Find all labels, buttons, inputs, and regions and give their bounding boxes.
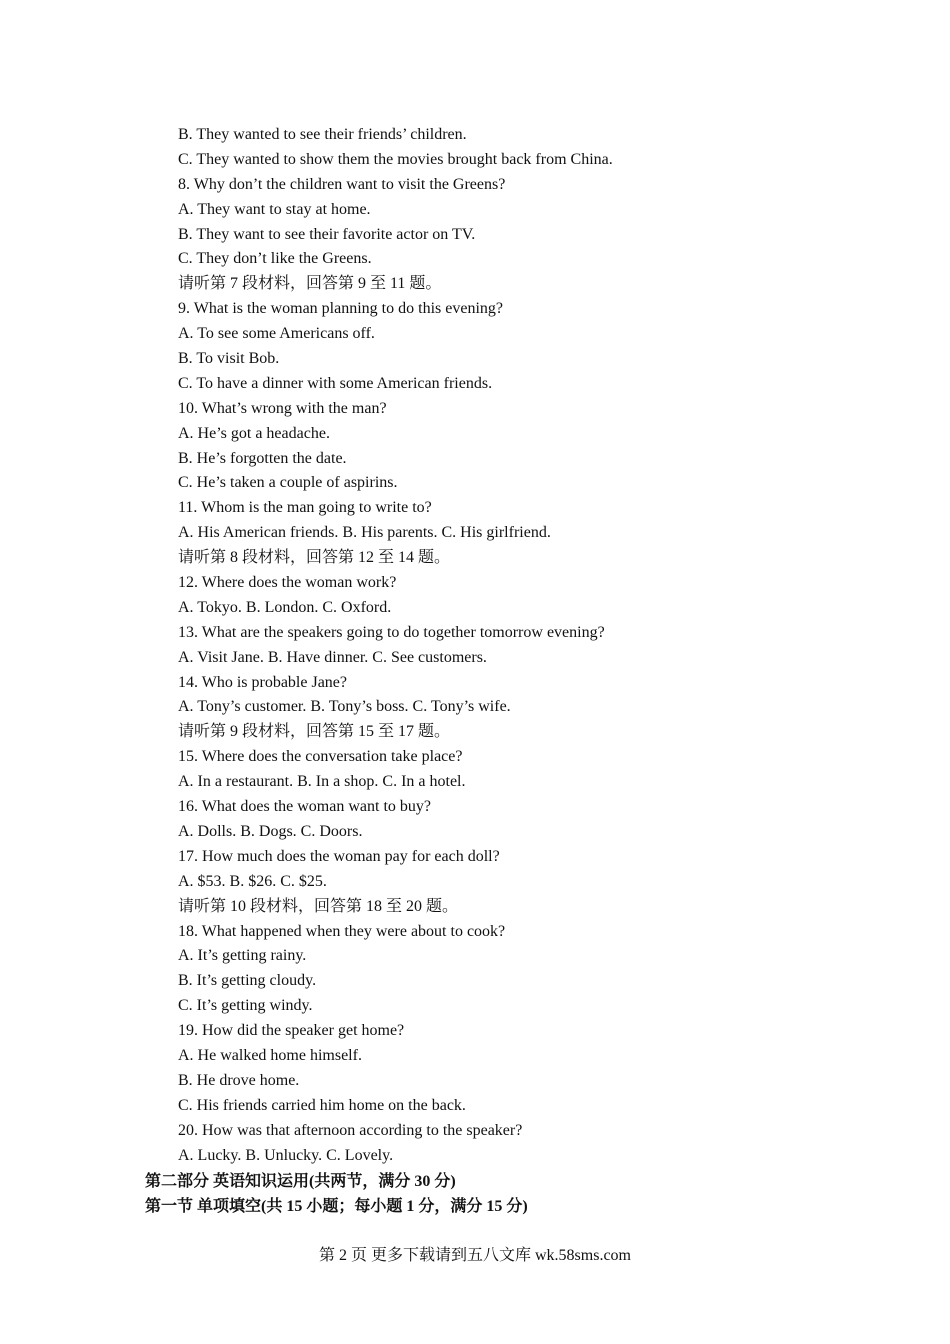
question-line: 12. Where does the woman work? — [178, 574, 397, 592]
question-line: 20. How was that afternoon according to the speaker? — [178, 1121, 523, 1139]
option-line: A. He’s got a headache. — [178, 424, 330, 442]
question-line: 18. What happened when they were about to cook? — [178, 922, 506, 940]
option-line: B. They wanted to see their friends’ children. — [178, 126, 467, 143]
section-heading: 第一节 单项填空(共 15 小题；每小题 1 分，满分 15 分) — [145, 1198, 528, 1215]
instruction-line: 请听第 9 段材料，回答第 15 至 17 题。 — [178, 723, 451, 741]
option-line: A. They want to stay at home. — [178, 200, 371, 218]
question-line: 10. What’s wrong with the man? — [178, 399, 387, 417]
option-line: A. $53. B. $26. C. $25. — [178, 872, 327, 890]
section-headings — [145, 1169, 905, 1219]
page-footer: 第 2 页 更多下载请到五八文库 wk.58sms.com — [318, 1247, 631, 1264]
instruction-line: 请听第 7 段材料，回答第 9 至 11 题。 — [178, 275, 442, 293]
question-line: 16. What does the woman want to buy? — [178, 798, 431, 816]
part-heading: 第二部分 英语知识运用(共两节，满分 30 分) — [145, 1173, 456, 1190]
option-line: A. To see some Americans off. — [178, 325, 375, 343]
option-line: A. Dolls. B. Dogs. C. Doors. — [178, 822, 363, 840]
option-line: A. In a restaurant. B. In a shop. C. In a hotel. — [178, 773, 466, 791]
option-line: C. It’s getting windy. — [178, 997, 313, 1015]
question-line: 14. Who is probable Jane? — [178, 673, 347, 691]
question-line: 8. Why don’t the children want to visit the Greens? — [178, 175, 506, 193]
option-line: C. They wanted to show them the movies brought back from China. — [178, 150, 613, 168]
option-line: A. It’s getting rainy. — [178, 947, 307, 965]
question-line: 13. What are the speakers going to do together tomorrow evening? — [178, 623, 605, 641]
option-line: B. They want to see their favorite actor on TV. — [178, 225, 476, 243]
option-line: A. His American friends. B. His parents. C. His girlfriend. — [178, 524, 551, 542]
option-line: C. He’s taken a couple of aspirins. — [178, 474, 398, 492]
instruction-line: 请听第 8 段材料，回答第 12 至 14 题。 — [178, 549, 451, 567]
option-line: B. He drove home. — [178, 1071, 300, 1089]
option-line: A. He walked home himself. — [178, 1046, 362, 1064]
instruction-line: 请听第 10 段材料，回答第 18 至 20 题。 — [178, 897, 459, 915]
option-line: B. He’s forgotten the date. — [178, 449, 347, 467]
question-line: 15. Where does the conversation take place? — [178, 748, 463, 766]
option-line: B. It’s getting cloudy. — [178, 972, 317, 990]
option-line: A. Tokyo. B. London. C. Oxford. — [178, 598, 392, 616]
question-line: 11. Whom is the man going to write to? — [178, 499, 432, 517]
option-line: A. Lucky. B. Unlucky. C. Lovely. — [178, 1146, 394, 1164]
question-list — [178, 123, 878, 1168]
question-line: 19. How did the speaker get home? — [178, 1022, 405, 1040]
option-line: C. His friends carried him home on the back. — [178, 1096, 466, 1114]
question-line: 9. What is the woman planning to do this evening? — [178, 300, 503, 318]
question-line: 17. How much does the woman pay for each doll? — [178, 847, 500, 865]
option-line: C. To have a dinner with some American friends. — [178, 374, 493, 392]
option-line: A. Tony’s customer. B. Tony’s boss. C. Tony’s wife. — [178, 698, 511, 716]
option-line: C. They don’t like the Greens. — [178, 250, 372, 268]
option-line: A. Visit Jane. B. Have dinner. C. See customers. — [178, 648, 487, 666]
option-line: B. To visit Bob. — [178, 350, 280, 368]
